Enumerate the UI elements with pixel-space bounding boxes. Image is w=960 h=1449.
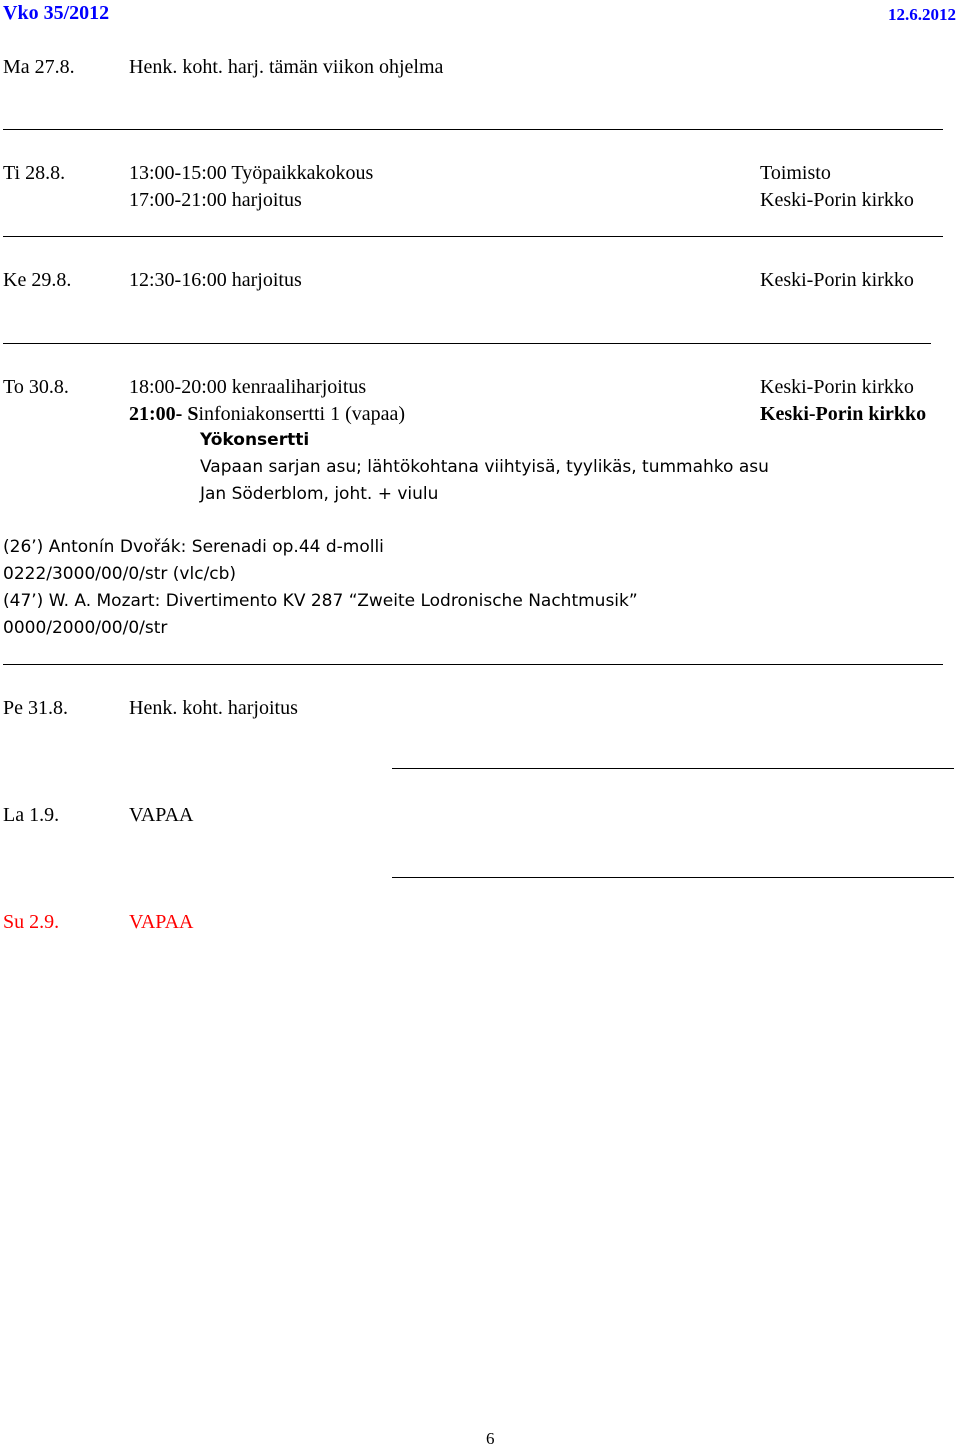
dress-code: Vapaan sarjan asu; lähtökohtana viihtyisä, tyylikäs, tummahko asu [200, 457, 769, 477]
tuesday-event-2: 17:00-21:00 harjoitus [129, 189, 302, 211]
wednesday-event: 12:30-16:00 harjoitus [129, 269, 302, 291]
program-item: (47’) W. A. Mozart: Divertimento KV 287 “Zweite Lodronische Nachtmusik” [3, 591, 638, 611]
thursday-rehearsal-location: Keski-Porin kirkko [760, 376, 914, 398]
tuesday-event-1: 13:00-15:00 Työpaikkakokous [129, 162, 374, 184]
concert-location: Keski-Porin kirkko [760, 403, 927, 425]
day-wednesday: Ke 29.8. [3, 269, 72, 291]
header-date: 12.6.2012 [888, 5, 956, 24]
day-monday: Ma 27.8. [3, 56, 75, 78]
program-item: 0222/3000/00/0/str (vlc/cb) [3, 564, 237, 584]
concert-time: 21:00- [129, 403, 188, 425]
friday-event: Henk. koht. harjoitus [129, 697, 298, 719]
tuesday-location-1: Toimisto [760, 162, 831, 184]
divider [3, 129, 943, 130]
day-friday: Pe 31.8. [3, 697, 68, 719]
conductor: Jan Söderblom, joht. + viulu [200, 484, 439, 504]
day-tuesday: Ti 28.8. [3, 162, 66, 184]
concert-subtitle: Yökonsertti [200, 430, 310, 450]
thursday-rehearsal: 18:00-20:00 kenraaliharjoitus [129, 376, 367, 398]
concert-line [129, 402, 405, 426]
divider [392, 768, 954, 769]
concert-initial: S [187, 403, 199, 425]
concert-name: infoniakonsertti 1 (vapaa) [198, 403, 406, 425]
week-label: Vko 35/2012 [3, 2, 110, 24]
divider [3, 664, 943, 665]
divider [3, 236, 943, 237]
monday-event: Henk. koht. harj. tämän viikon ohjelma [129, 56, 444, 78]
page-number: 6 [486, 1429, 495, 1448]
divider [392, 877, 954, 878]
program-item: 0000/2000/00/0/str [3, 618, 168, 638]
day-sunday: Su 2.9. [3, 911, 60, 933]
wednesday-location: Keski-Porin kirkko [760, 269, 914, 291]
day-thursday: To 30.8. [3, 376, 69, 398]
tuesday-location-2: Keski-Porin kirkko [760, 189, 914, 211]
saturday-event: VAPAA [129, 804, 194, 826]
program-item: (26’) Antonín Dvořák: Serenadi op.44 d-molli [3, 537, 384, 557]
day-saturday: La 1.9. [3, 804, 60, 826]
divider [3, 343, 931, 344]
sunday-event: VAPAA [129, 911, 194, 933]
